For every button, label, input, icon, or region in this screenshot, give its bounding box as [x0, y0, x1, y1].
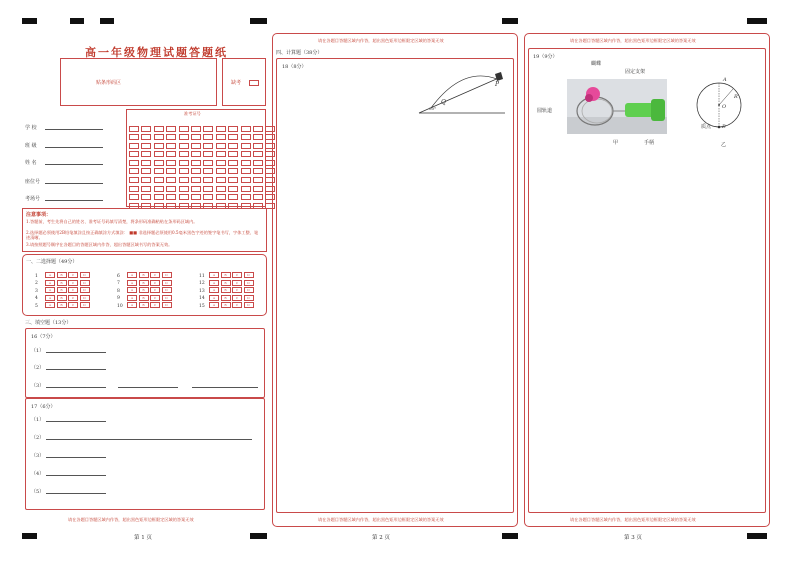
mc-question-number: 14: [199, 296, 205, 301]
page-2-number: 第 2 页: [372, 535, 390, 541]
mc-question-number: 5: [35, 303, 38, 309]
mc-question-row: [199, 295, 255, 302]
mc-option-bubble[interactable]: D: [162, 280, 172, 286]
fig-label-q: Q: [441, 99, 446, 106]
mc-question-number: 10: [117, 303, 123, 309]
mc-question-row: [117, 287, 173, 294]
mc-question-number: 15: [199, 303, 205, 309]
q19-answer-area[interactable]: [528, 48, 766, 513]
field-seat-line[interactable]: [45, 183, 103, 184]
mc-option-bubble[interactable]: D: [80, 272, 90, 278]
photo-label-track: 圆轨道: [537, 108, 553, 114]
registration-mark: [22, 533, 37, 539]
field-school-line[interactable]: [45, 129, 103, 130]
mc-option-bubble[interactable]: A: [209, 302, 219, 308]
mc-question-row: [35, 295, 91, 302]
mc-option-bubble[interactable]: D: [244, 280, 254, 286]
barcode-area-label: 贴条形码区: [96, 80, 122, 86]
registration-mark: [747, 18, 767, 24]
page-3-footer: 请在各题目答题区域内作答，超出黑色矩形边框限定区域的答案无效: [570, 517, 696, 522]
circle-label-r: R: [734, 94, 738, 100]
mc-option-bubble[interactable]: D: [80, 295, 90, 301]
mc-option-bubble[interactable]: B: [139, 287, 149, 293]
mc-option-bubble[interactable]: C: [150, 280, 160, 286]
page-3-number: 第 3 页: [624, 535, 642, 541]
q17-answer-4[interactable]: [46, 475, 106, 476]
mc-option-bubble[interactable]: C: [232, 295, 242, 301]
mc-option-bubble[interactable]: B: [221, 295, 231, 301]
mc-option-bubble[interactable]: C: [150, 295, 160, 301]
q16-panel: [25, 328, 265, 398]
q16-answer-3b[interactable]: [118, 387, 178, 388]
q17-item-4: （4）: [31, 471, 45, 477]
q18-answer-area[interactable]: [276, 58, 514, 513]
mc-option-bubble[interactable]: C: [232, 272, 242, 278]
field-label-name: 姓 名: [25, 160, 37, 166]
q17-item-5: （5）: [31, 489, 45, 495]
circle-label-mass: 质点: [701, 124, 712, 130]
mc-option-bubble[interactable]: B: [221, 287, 231, 293]
mc-option-bubble[interactable]: A: [45, 295, 55, 301]
notes-title: 注意事项：: [26, 212, 52, 218]
page-1-footer: 请在各题目答题区域内作答，超出黑色矩形边框限定区域的答案无效: [68, 517, 194, 522]
mc-question-row: [199, 302, 255, 309]
field-class-line[interactable]: [45, 147, 103, 148]
mc-option-bubble[interactable]: A: [209, 280, 219, 286]
q16-item-3: （3）: [31, 383, 45, 389]
barcode-area: [60, 58, 217, 106]
mc-question-number: 9: [117, 296, 120, 301]
q16-answer-2[interactable]: [46, 369, 106, 370]
note-2: 2.选择题必须使用2B铅笔填涂且按正确填涂方式填涂： ■■ 非选择题必须使用0.5毫米黑色字迹的签字笔书写，字体工整、笔迹清晰。: [26, 230, 259, 241]
fig-label-angle: 30°: [429, 106, 437, 111]
mc-question-number: 6: [117, 273, 120, 279]
q18-title: 18（8分）: [282, 64, 307, 70]
mc-question-row: [117, 302, 173, 309]
field-label-seat: 座位号: [25, 179, 41, 185]
mc-option-bubble[interactable]: A: [45, 287, 55, 293]
section-4-title: 四、计算题（38分）: [276, 50, 323, 56]
photo-label-handle: 手柄: [644, 140, 655, 146]
mc-question-number: 7: [117, 281, 120, 286]
mc-question-number: 12: [199, 281, 205, 286]
q17-answer-3[interactable]: [46, 457, 106, 458]
mc-option-bubble[interactable]: D: [80, 302, 90, 308]
mc-option-bubble[interactable]: C: [68, 272, 78, 278]
photo-label-butterfly: 蝴蝶: [591, 61, 602, 67]
mc-option-bubble[interactable]: B: [57, 302, 67, 308]
mc-question-row: [35, 272, 91, 279]
mc-option-bubble[interactable]: A: [209, 295, 219, 301]
circle-label-o: O: [722, 104, 727, 110]
mc-option-bubble[interactable]: C: [232, 280, 242, 286]
circle-label-a: A: [723, 77, 727, 83]
mc-option-bubble[interactable]: A: [45, 272, 55, 278]
page-1-number: 第 1 页: [134, 535, 152, 541]
mc-option-bubble[interactable]: B: [221, 272, 231, 278]
mc-option-bubble[interactable]: C: [150, 287, 160, 293]
field-room-line[interactable]: [45, 200, 103, 201]
mc-option-bubble[interactable]: D: [80, 280, 90, 286]
field-label-school: 学 校: [25, 125, 37, 131]
mc-option-bubble[interactable]: D: [162, 272, 172, 278]
mc-question-row: [117, 295, 173, 302]
mc-question-row: [35, 302, 91, 309]
registration-mark: [502, 18, 518, 24]
q16-item-2: （2）: [31, 365, 45, 371]
mc-option-bubble[interactable]: A: [127, 302, 137, 308]
page-3-header: 请在各题目答题区域内作答，超出黑色矩形边框限定区域的答案无效: [570, 38, 696, 43]
mc-question-number: 13: [199, 288, 205, 294]
mc-option-bubble[interactable]: D: [244, 302, 254, 308]
mc-question-number: 2: [35, 281, 38, 286]
mc-option-bubble[interactable]: D: [80, 287, 90, 293]
page-2-footer: 请在各题目答题区域内作答，超出黑色矩形边框限定区域的答案无效: [318, 517, 444, 522]
registration-mark: [502, 533, 518, 539]
mc-option-bubble[interactable]: A: [127, 287, 137, 293]
ticket-label: 准考证号: [184, 111, 201, 116]
mc-option-bubble[interactable]: C: [68, 280, 78, 286]
mc-option-bubble[interactable]: D: [244, 287, 254, 293]
fig-caption-jia: 甲: [613, 140, 619, 146]
mc-option-bubble[interactable]: B: [57, 295, 67, 301]
mc-question-number: 8: [117, 288, 120, 294]
fig-caption-yi: 乙: [721, 142, 727, 148]
mc-question-row: [199, 272, 255, 279]
mc-option-bubble[interactable]: A: [127, 280, 137, 286]
mc-option-bubble[interactable]: D: [162, 302, 172, 308]
field-label-class: 班 级: [25, 143, 37, 149]
mc-question-row: [199, 280, 255, 287]
q17-title: 17（6分）: [31, 404, 56, 410]
q17-answer-1[interactable]: [46, 421, 106, 422]
absent-checkbox[interactable]: [249, 80, 259, 86]
photo-label-bracket: 固定支架: [625, 69, 646, 75]
section-3-title: 三、填空题（13分）: [25, 320, 72, 326]
mc-question-number: 3: [35, 288, 38, 294]
mc-option-bubble[interactable]: B: [221, 302, 231, 308]
mc-question-number: 4: [35, 296, 38, 301]
mc-question-number: 1: [35, 273, 38, 279]
page-title: 高一年级物理试题答题纸: [85, 46, 228, 59]
q16-answer-1[interactable]: [46, 352, 106, 353]
mc-question-row: [199, 287, 255, 294]
q17-item-1: （1）: [31, 417, 45, 423]
mc-option-bubble[interactable]: B: [57, 272, 67, 278]
q17-answer-2[interactable]: [46, 439, 252, 440]
absent-label: 缺考: [231, 80, 242, 86]
mc-question-row: [35, 287, 91, 294]
mc-option-bubble[interactable]: B: [221, 280, 231, 286]
mc-option-bubble[interactable]: B: [139, 280, 149, 286]
mc-option-bubble[interactable]: D: [244, 295, 254, 301]
field-name-line[interactable]: [45, 164, 103, 165]
notes-box: [22, 208, 267, 252]
field-label-room: 考场号: [25, 196, 41, 202]
mc-option-bubble[interactable]: B: [57, 280, 67, 286]
mc-option-bubble[interactable]: C: [150, 302, 160, 308]
q17-item-2: （2）: [31, 435, 45, 441]
mc-option-bubble[interactable]: B: [139, 295, 149, 301]
ticket-bubbles[interactable]: [129, 118, 278, 204]
mc-option-bubble[interactable]: A: [209, 287, 219, 293]
registration-mark: [747, 533, 767, 539]
q17-item-3: （3）: [31, 453, 45, 459]
section-1-title: 一、二选择题（49分）: [26, 259, 78, 265]
fig-label-p: P: [495, 81, 500, 88]
mc-option-bubble[interactable]: A: [127, 295, 137, 301]
mc-option-bubble[interactable]: C: [68, 295, 78, 301]
registration-mark: [250, 18, 267, 24]
mc-option-bubble[interactable]: B: [139, 272, 149, 278]
multiple-choice-panel: [22, 254, 267, 316]
note-3: 3.请按照题号顺序在各题目的答题区域内作答，超出答题区域书写的答案无效。: [26, 242, 173, 247]
mc-option-bubble[interactable]: D: [244, 272, 254, 278]
mc-option-bubble[interactable]: D: [162, 295, 172, 301]
q19-photo-figure: [567, 79, 667, 134]
mc-option-bubble[interactable]: C: [68, 287, 78, 293]
registration-mark: [22, 18, 37, 24]
absent-box: [222, 58, 266, 106]
mc-option-bubble[interactable]: C: [150, 272, 160, 278]
circle-label-b: B: [722, 124, 726, 130]
registration-mark: [250, 533, 267, 539]
mc-option-bubble[interactable]: C: [232, 302, 242, 308]
q16-title: 16（7分）: [31, 334, 56, 340]
mc-option-bubble[interactable]: A: [127, 272, 137, 278]
note-1: 1.答题前，考生先将自己的姓名、准考证号码填写清楚，将条形码准确粘贴在条形码区域内。: [26, 219, 198, 224]
mc-question-row: [117, 272, 173, 279]
page-2-header: 请在各题目答题区域内作答，超出黑色矩形边框限定区域的答案无效: [318, 38, 444, 43]
registration-mark: [100, 18, 114, 24]
mc-option-bubble[interactable]: A: [209, 272, 219, 278]
q17-answer-5[interactable]: [46, 493, 106, 494]
mc-option-bubble[interactable]: C: [232, 287, 242, 293]
q16-answer-3c[interactable]: [192, 387, 258, 388]
mc-option-bubble[interactable]: B: [139, 302, 149, 308]
mc-option-bubble[interactable]: A: [45, 280, 55, 286]
mc-question-row: [117, 280, 173, 287]
mc-question-number: 11: [199, 273, 205, 279]
q16-item-1: （1）: [31, 348, 45, 354]
registration-mark: [70, 18, 84, 24]
q17-panel: [25, 398, 265, 510]
mc-option-bubble[interactable]: B: [57, 287, 67, 293]
mc-option-bubble[interactable]: C: [68, 302, 78, 308]
q19-title: 19（9分）: [533, 54, 558, 60]
q16-answer-3a[interactable]: [46, 387, 106, 388]
mc-option-bubble[interactable]: A: [45, 302, 55, 308]
ticket-number-grid: [126, 109, 266, 207]
mc-question-row: [35, 280, 91, 287]
mc-option-bubble[interactable]: D: [162, 287, 172, 293]
